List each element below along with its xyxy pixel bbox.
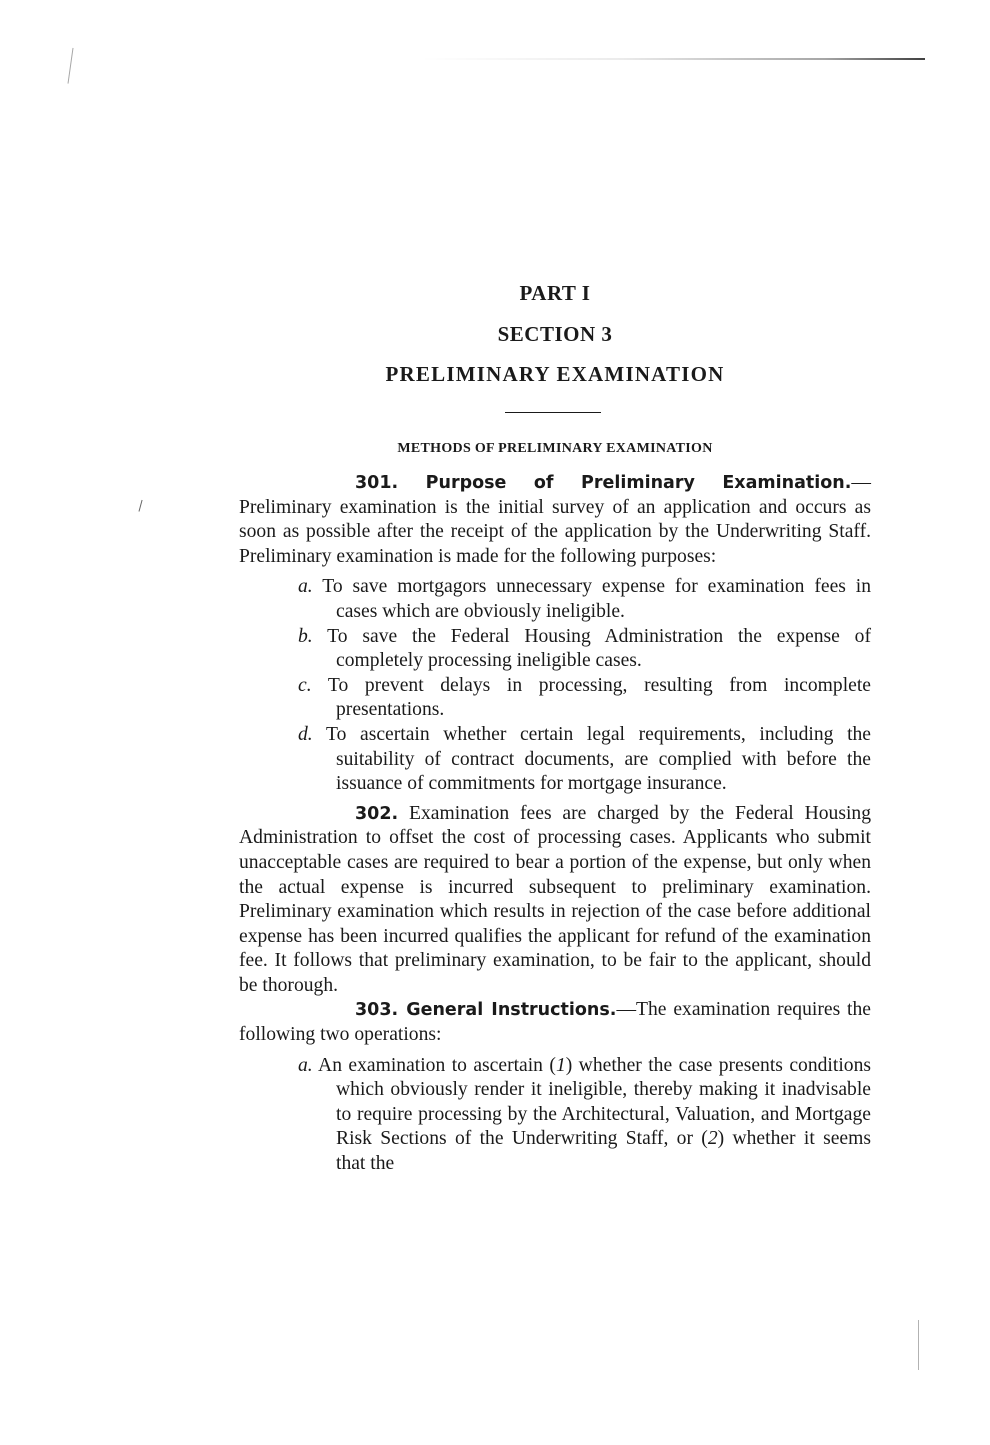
list-item-text: To save the Federal Housing Administration the expense of completely processing ineligible cases.	[327, 625, 871, 672]
scan-corner-mark	[68, 48, 77, 84]
list-item-text: To prevent delays in processing, resulting from incomplete presentations.	[327, 674, 871, 721]
chapter-title: PRELIMINARY EXAMINATION	[385, 362, 725, 386]
paragraph-301-text: —Preliminary examination is the initial survey of an application and occurs as soon as possible after the receipt of the application by the Underwriting Staff. Preliminary examination is made for the following purposes:	[239, 472, 871, 567]
paragraph-303-text: —The examination requires the following two operations:	[239, 999, 871, 1046]
part-heading: PART I	[519, 281, 591, 305]
list-item-letter: c.	[298, 674, 312, 696]
list-item	[298, 625, 871, 674]
paragraph-302	[239, 802, 871, 999]
list-item-numeral: 1	[555, 1054, 566, 1076]
list-item-text: ) whether the case presents conditions which obviously render it ineligible, thereby making it inadvisable to require processing by the Architectural, Valuation, and Mortgage Risk Sections of the Underwriting Staff, or (	[336, 1054, 871, 1150]
list-item-text: To save mortgagors unnecessary expense for examination fees in cases which are obviously ineligible.	[322, 576, 872, 622]
list-item-letter: b.	[298, 625, 313, 647]
paragraph-301-heading: 301. Purpose of Preliminary Examination.	[355, 473, 852, 493]
list-item-numeral: 2	[707, 1128, 718, 1150]
list-item-letter: a.	[298, 576, 313, 598]
list-item-letter: a.	[298, 1054, 313, 1076]
scan-edge-line	[420, 58, 925, 60]
list-item-text: An examination to ascertain (	[318, 1054, 556, 1076]
list-item	[298, 723, 871, 797]
scan-right-mark	[918, 1320, 919, 1370]
list-item-letter: d.	[298, 723, 313, 745]
paragraph-303-heading: 303. General Instructions.	[355, 1000, 617, 1021]
list-item	[298, 575, 871, 624]
list-item	[298, 674, 871, 723]
paragraph-301	[239, 471, 871, 569]
operations-list	[239, 1054, 871, 1177]
scan-stray-mark	[138, 500, 144, 512]
paragraph-302-text: Examination fees are charged by the Federal Housing Administration to offset the cost of processing cases. Applicants who submit unacceptable cases are required to bear a portion of the expense, but only when the actual expense is incurred subsequent to preliminary examination. Preliminary examination which results in rejection of the case before additional expense has been incurred qualifies the applicant for refund of the examination fee. It follows that preliminary examination, to be fair to the applicant, should be thorough.	[239, 802, 871, 996]
list-item-text: ) whether it seems that the	[336, 1128, 871, 1175]
section-heading: SECTION 3	[497, 322, 613, 346]
paragraph-303	[239, 998, 871, 1047]
purposes-list	[239, 575, 871, 796]
document-body	[239, 471, 871, 1177]
list-item	[298, 1054, 871, 1177]
list-item-text: To ascertain whether certain legal requirements, including the suitability of contract documents, are complied with before the issuance of commitments for mortgage insurance.	[325, 723, 872, 795]
paragraph-302-number: 302.	[355, 803, 399, 824]
methods-subheading: METHODS OF PRELIMINARY EXAMINATION	[397, 441, 713, 456]
title-divider	[505, 412, 601, 413]
